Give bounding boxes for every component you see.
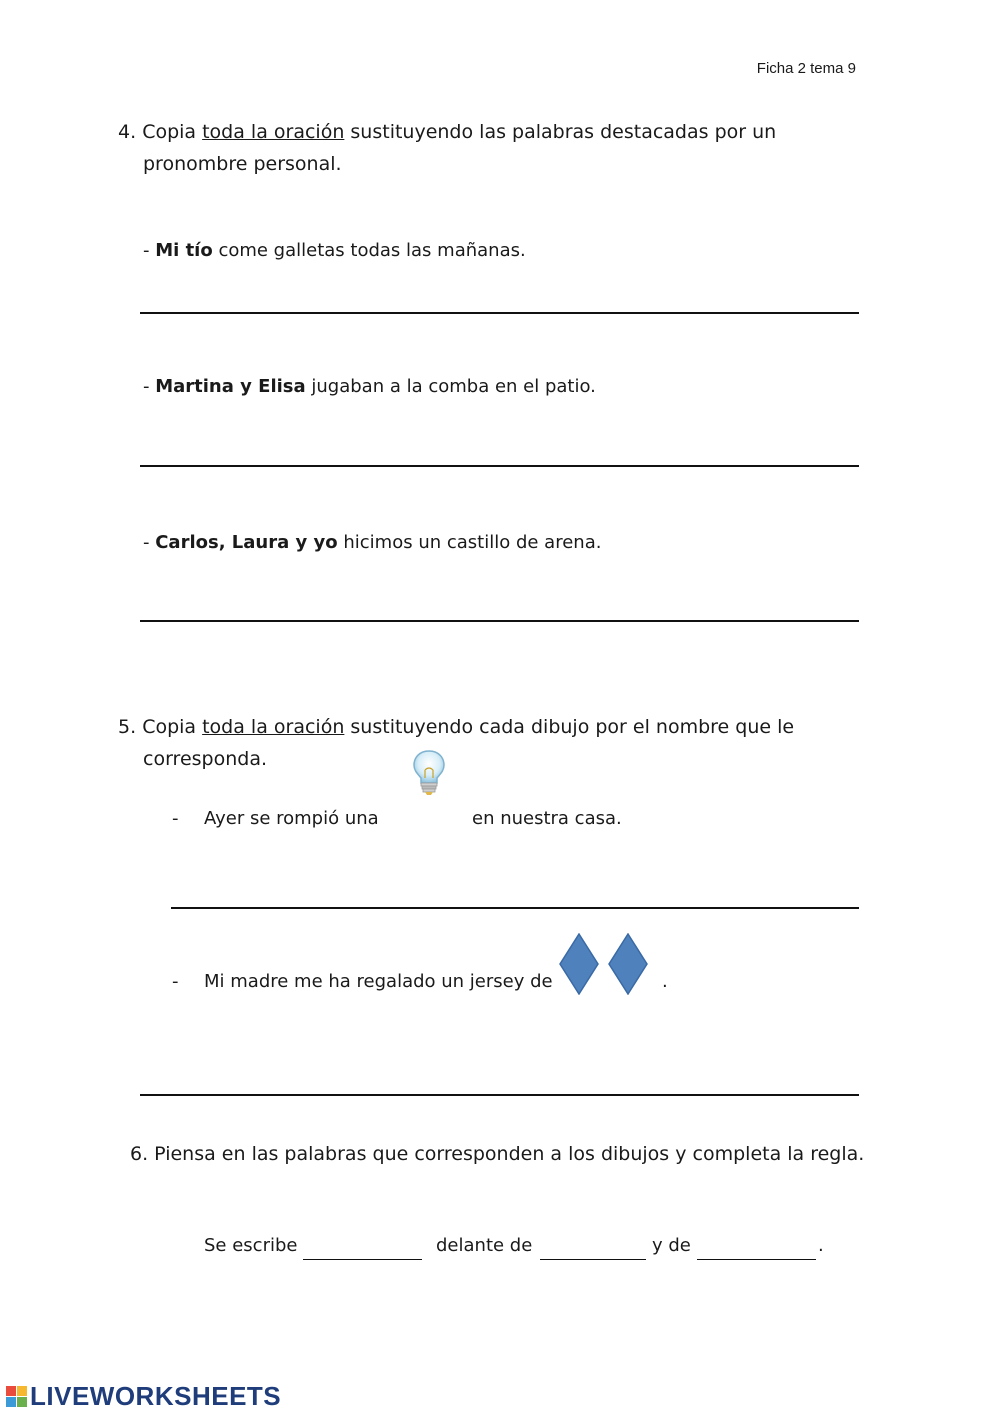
q5-sentence-2-before: Mi madre me ha regalado un jersey de bbox=[204, 971, 553, 992]
question-5-underlined: toda la oración bbox=[202, 716, 345, 738]
rule-part-3: y de bbox=[652, 1235, 691, 1256]
diamond-icon bbox=[560, 934, 598, 994]
question-5-prompt bbox=[118, 716, 794, 738]
q4-answer-input-2[interactable] bbox=[142, 433, 860, 465]
rule-part-1: Se escribe bbox=[204, 1235, 298, 1256]
q4-sentence-1-rest: come galletas todas las mañanas. bbox=[212, 240, 526, 261]
q4-sentence-2 bbox=[143, 376, 596, 397]
rule-end: . bbox=[818, 1235, 824, 1256]
question-5-number: 5. bbox=[118, 716, 137, 738]
q5-sentence-1-before: Ayer se rompió una bbox=[204, 808, 379, 829]
diamond-icon bbox=[609, 934, 647, 994]
q5-answer-input-1[interactable] bbox=[173, 875, 860, 907]
q4-sentence-2-rest: jugaban a la comba en el patio. bbox=[305, 376, 596, 397]
q5-sentence-1-after: en nuestra casa. bbox=[472, 808, 622, 829]
q4-sentence-1-bold: Mi tío bbox=[155, 240, 213, 261]
q5-sentence-1-dash: - bbox=[172, 808, 179, 829]
q5-answer-input-2[interactable] bbox=[142, 1062, 860, 1094]
q4-sentence-1 bbox=[143, 240, 526, 261]
q5-answer-line-2 bbox=[140, 1094, 859, 1096]
q5-answer-line-1 bbox=[171, 907, 859, 909]
rule-blank-3[interactable] bbox=[697, 1235, 816, 1260]
rule-part-2: delante de bbox=[436, 1235, 533, 1256]
question-4-underlined: toda la oración bbox=[202, 121, 345, 143]
q4-answer-input-1[interactable] bbox=[142, 280, 860, 312]
question-4-prompt-line2: pronombre personal. bbox=[143, 153, 342, 175]
q4-answer-line-1 bbox=[140, 312, 859, 314]
q4-answer-input-3[interactable] bbox=[142, 588, 860, 620]
lightbulb-icon bbox=[410, 748, 448, 796]
liveworksheets-logo bbox=[6, 1381, 281, 1412]
rule-blank-1[interactable] bbox=[303, 1235, 422, 1260]
q4-sentence-3-bold: Carlos, Laura y yo bbox=[155, 532, 338, 553]
question-4-prompt bbox=[118, 121, 776, 143]
q4-sentence-1-dash: - bbox=[143, 240, 156, 261]
q4-sentence-2-dash: - bbox=[143, 376, 156, 397]
logo-text: LIVEWORKSHEETS bbox=[30, 1381, 282, 1411]
page-header: Ficha 2 tema 9 bbox=[756, 60, 856, 77]
question-5-post: sustituyendo cada dibujo por el nombre que le bbox=[344, 716, 795, 738]
q4-answer-line-3 bbox=[140, 620, 859, 622]
question-4-pre: Copia bbox=[142, 121, 203, 143]
question-5-prompt-line2: corresponda. bbox=[143, 748, 268, 770]
q4-sentence-2-bold: Martina y Elisa bbox=[155, 376, 306, 397]
q4-sentence-3-dash: - bbox=[143, 532, 156, 553]
question-6-prompt: 6. Piensa en las palabras que corresponden a los dibujos y completa la regla. bbox=[130, 1143, 865, 1165]
diamonds-icon bbox=[558, 933, 652, 995]
q5-sentence-2-dash: - bbox=[172, 971, 179, 992]
q5-sentence-2-after: . bbox=[662, 971, 668, 992]
question-4-number: 4. bbox=[118, 121, 137, 143]
logo-mark-icon bbox=[6, 1386, 28, 1408]
q4-answer-line-2 bbox=[140, 465, 859, 467]
rule-blank-2[interactable] bbox=[540, 1235, 646, 1260]
q4-sentence-3 bbox=[143, 532, 601, 553]
question-5-pre: Copia bbox=[142, 716, 203, 738]
question-4-post: sustituyendo las palabras destacadas por un bbox=[344, 121, 777, 143]
q4-sentence-3-rest: hicimos un castillo de arena. bbox=[337, 532, 602, 553]
